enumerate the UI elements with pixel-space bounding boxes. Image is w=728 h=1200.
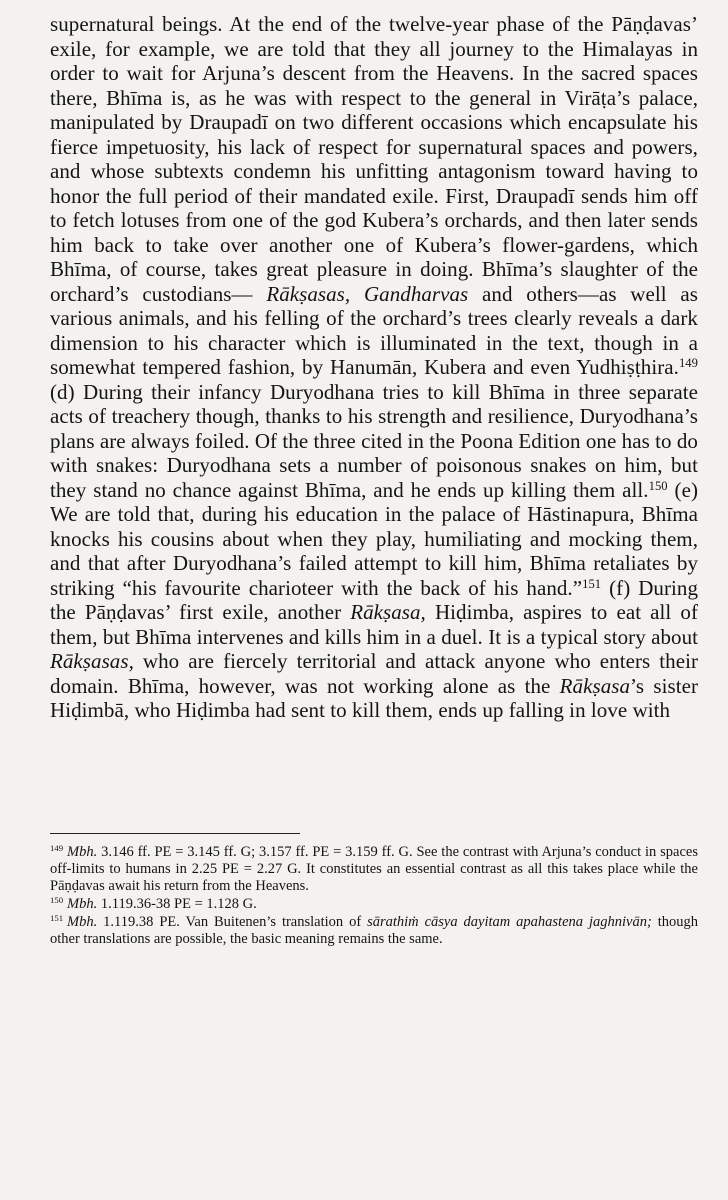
footnote-151 — [50, 914, 698, 948]
italic-text: Mbh. — [67, 895, 98, 912]
footnote-divider — [50, 833, 300, 834]
italic-text: Mbh. — [67, 913, 98, 930]
italic-text: Rākṣasas, — [266, 281, 351, 306]
footnote-number: 150 — [50, 894, 64, 905]
text-run: supernatural beings. At the end of the twelve-year phase of the Pāṇḍavas’ exile, for example, we are told that they all journey to the Himalayas in order to wait for Arjuna’s descent from the Heavens. In the sacred spaces there, Bhīma is, as he was with respect to the general in Virāṭa’s palace, manipulated by Draupadī on two different occasions which encapsulate his fierce impetuosity, his lack of respect for supernatural spaces and powers, and whose subtexts condemn his unfitting antagonism toward having to honor the full period of their mandated exile. First, Draupadī sends him off to fetch lotuses from one of the god Kubera’s orchards, and then later sends him back to take over another one of Kubera’s flower-gardens, which Bhīma, of course, takes great pleasure in doing. Bhīma’s slaughter of the orchard’s custodians— — [50, 12, 698, 306]
text-run: (f) During the Pāṇḍavas’ first exile, another — [50, 575, 698, 624]
italic-text: Mbh. — [67, 843, 98, 860]
footnote-ref: 150 — [648, 478, 668, 493]
main-paragraph — [50, 12, 698, 723]
text-run — [350, 282, 364, 306]
footnote-ref: 151 — [582, 576, 602, 591]
footnote-ref: 149 — [678, 356, 698, 371]
footnote-150 — [50, 896, 698, 913]
text-run: though other translations are possible, the basic meaning remains the same. — [50, 913, 698, 947]
italic-text: Rākṣasa, — [350, 600, 426, 624]
text-run: Hiḍimba, aspires to eat all of them, but Bhīma intervenes and kills him in a duel. It is a typical story about — [50, 600, 698, 649]
italic-text: Rākṣasas, — [50, 649, 134, 673]
italic-text: Rākṣasa — [559, 673, 631, 698]
footnote-number: 151 — [50, 912, 64, 923]
text-run: 3.146 ff. PE = 3.145 ff. G; 3.157 ff. PE = 3.159 ff. G. See the contrast with Arjuna’s conduct in spaces off-limits to humans in 2.25 PE = 2.27 G. It constitutes an essential contrast as all this takes place while the Pāṇḍavas await his return from the Heavens. — [50, 843, 698, 894]
text-run: (d) During their infancy Duryodhana tries to kill Bhīma in three separate acts of treachery though, thanks to his strength and resilience, Duryodhana’s plans are always foiled. Of the three cited in the Poona Edition one has to do with snakes: Duryodhana sets a number of poisonous snakes on him, but they stand no chance against Bhīma, and he ends up killing them all. — [50, 379, 698, 502]
italic-text: sārathiṁ cāsya dayitam apahastena jaghnivān; — [367, 913, 652, 930]
footnotes-section — [50, 844, 698, 948]
text-run: and others—as well as various animals, and his felling of the orchard’s trees clearly reveals a dark dimension to his character which is illuminated in the text, though in a somewhat tempered fashion, by Hanumān, Kubera and even Yudhiṣṭhira. — [50, 281, 699, 379]
italic-text: Gandharvas — [363, 281, 469, 306]
text-run: (e) We are told that, during his education in the palace of Hāstinapura, Bhīma knocks his cousins about when they play, humiliating and mocking them, and that after Duryodhana’s failed attempt to kill him, Bhīma retaliates by striking “his favourite charioteer with the back of his hand.” — [50, 477, 698, 600]
text-run: 1.119.36-38 PE = 1.128 G. — [97, 895, 257, 912]
text-run: ’s sister Hiḍimbā, who Hiḍimba had sent to kill them, ends up falling in love with — [50, 673, 698, 722]
footnote-number: 149 — [50, 842, 64, 853]
footnote-149 — [50, 844, 698, 895]
text-run: who are fiercely territorial and attack anyone who enters their domain. Bhīma, however, was not working alone as the — [50, 649, 698, 698]
text-run: 1.119.38 PE. Van Buitenen’s translation of — [97, 913, 368, 930]
